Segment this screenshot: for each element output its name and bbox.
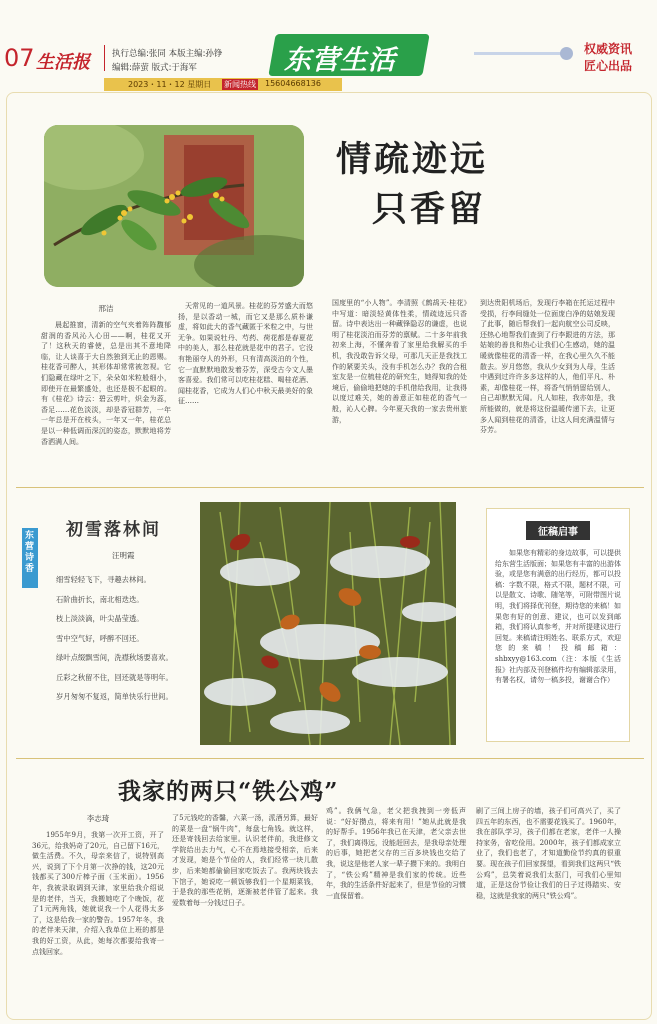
poem-title: 初雪落林间 <box>66 520 161 540</box>
header-arrow-dot <box>560 47 573 60</box>
poem-line: 石阶曲折长，南北相迭迭。 <box>56 594 144 604</box>
article1-title-line1: 情疏迹远 <box>336 139 489 180</box>
article1-title-line2: 只香留 <box>372 189 487 230</box>
notice-title: 征稿启事 <box>526 521 590 540</box>
staff-line-2: 编辑:薛萤 版式:于海军 <box>112 63 197 73</box>
poem-line: 绿叶点缀飘雪间，洗襟秋场要喜欢。 <box>56 653 173 662</box>
article3-title: 我家的两只“铁公鸡” <box>118 778 339 805</box>
page-number: 07 <box>4 44 35 72</box>
issue-date: 2023・11・12 星期日 <box>128 80 212 89</box>
article1-author: 邢洁 <box>98 304 114 313</box>
snow-forest-photo <box>200 502 456 745</box>
slogan-top: 权威资讯 <box>584 42 633 56</box>
article3-col1 <box>32 805 164 1010</box>
article1-col4-text: 到达贵阳机场后，发现行李箱在托运过程中受损，行李间缝处一位面庞白净的姑娘发现了此事，随后帮我们一起向航空公司反映，还热心地帮我们查到了行李跟进的方法，那姑娘的善良和热心让我们心生感动，她的温暖就像桂花的清香一样，在我心里久久不能散去。岁月悠悠，我从少女到为人母，生活中遇到过许许多多这样的人，他们平凡、朴素，却像桂花一样，将香气悄悄留给别人，自己却默默无闻。凡人如桂，我亦如是，我所能做的，就是将这份温暖传递下去，让更多人闻到桂花的清香，让这人间充满温情与芬芳。 <box>480 299 615 435</box>
article3-col2-text: 了5元钱吃的香馨，六菜一汤，派酒另算，最好的菜是一盘“锅牛肉”，每盘七角钱。就这样，还是寄钱回去给家里。认识老伴前，我进修文学院给出去力气，心不在焉地接受相亲，后来才发现，她是个节俭的人，我们经常一块儿散步，后来她都偷偷回家吃饭去了。我两块钱去下馆子，她说吃一顿饭够我们一个星期菜钱，于是我的那些花销，逐渐被老伴管了起来。我爱数着每一分钱过日子。 <box>172 814 318 907</box>
hotline-number: 15604668136 <box>265 79 321 88</box>
poem-line: 丘彩之秋留不住，回还就是等明年。 <box>56 672 173 682</box>
divider-2 <box>16 758 644 759</box>
snow-leaves-illustration <box>200 502 456 745</box>
poem-author: 汪明霞 <box>112 551 135 560</box>
article1-col3-text: 国度里的“小人物”。李清照《鹧鸪天·桂花》中写道：暗淡轻黄体性柔，情疏迹远只香留。诗中表达出一种藏锋隐忍的谦虚，也说明了桂花淡泊而芬芳的禀赋。二十多年前我初来上海，不懂奔看了家里给我解买的手机，我没敢告诉父母，可那几天正是我找工作的紧要关头，没有手机怎么办？我的合租室友是一位梳桂花的研究生，她得知我的处境后，偷偷地把她的手机借给我用，让我得以度过难关，她的善意正如桂花的香气一般，沁人心脾。今年夏天我的一家去贵州旅游， <box>332 299 467 424</box>
poem-line: 枝上淡淡滴，叶尖晶莹透。 <box>56 614 144 623</box>
article1-col1 <box>41 295 171 470</box>
poem-line: 细雪轻轻飞下，寻趣去林间。 <box>56 575 151 584</box>
page-header <box>0 0 657 89</box>
hotline-label: 新闻热线 <box>224 80 256 89</box>
poem-lines <box>56 575 191 712</box>
slogan-bottom: 匠心出品 <box>584 59 633 73</box>
notice-box <box>486 508 630 742</box>
osmanthus-illustration <box>44 125 304 287</box>
article1-col2-text: 天常见的一道风景。桂花的芬芳盛大而悠扬，是以香动一城，而它又是那么质朴谦虚，将如此大的香气藏匿于米粒之中，与世无争。如果说牡丹、芍药、荷花都是春夏花中的美人，那么桂花就是花中的君子。它没有艳丽夺人的外形，只有清高淡泊的个性，它一直默默地散发着芬芳，深受古今文人墨客喜爱。我们常可以吃桂花糕、喝桂花酒、闻桂花香，它成为人们心中秋天最美好的象征…… <box>178 302 313 406</box>
staff-line-1: 执行总编:张同 本版主编:孙铮 <box>112 49 223 59</box>
poem-line: 岁月匆匆不复返，简单快乐行世间。 <box>56 692 173 701</box>
article3-col4-text: 刷了三间上房子的墙，孩子们可高兴了，买了四五年的东西，也不需要花钱买了。1960年，我在部队学习，孩子们都在老家，老伴一人操持家务，省吃俭用。2000年，孩子们都成家立业了，我们也老了，才知道勤俭节约真的很重要。现在孩子们回家探望，看到我们这两只“铁公鸡”，总笑着说我们太抠门，可我们心里知道，正是这份节俭让我们的日子过得踏实、安稳，这就是我家的两只“铁公鸡”。 <box>476 807 621 900</box>
article1-col1-text: 晨起推窗，清新的空气夹着阵阵馥郁甜润的香风沁入心田——啊，桂花又开了！这秋天的睿使，总是出其不意地降临，让人谈喜于大自然独到无止的恩赐。桂花香可醉人，其形体却常常被忽视。它们隐藏在绿叶之下，朵朵如米粒般细小，即使开在最繁盛处，也还是极不起眼的。有《桂花》诗云：碧云剪叶，炽金为蕊，香足……花色淡淡，却是香冠群芳，一年一年总是开在枝头，一年又一年，桂花总是以一种低调而深沉的姿态，默默地将芳香洒满人间。 <box>41 321 171 446</box>
poem-line: 雪中空气好，呼醉不回还。 <box>56 633 144 643</box>
section-title: 东营生活 <box>284 45 396 76</box>
paper-name: 生活报 <box>36 52 90 73</box>
divider-1 <box>16 487 644 488</box>
article3-author: 李志琦 <box>86 814 110 823</box>
osmanthus-photo <box>44 125 304 287</box>
notice-body: 如果您有精彩的身边故事，可以提供给东营生活版面；如果您有丰富的出游体验，或是您有满意的出行经历，都可以投稿：字数不限，格式不限，题材不限，可以是散文、诗歌、随笔等，可附带图片说明，我们将择优刊登，期待您的来稿！如果您有好的创意、建议，也可以发到邮箱，我们将认真参考，并对所提建议进行回复。来稿请注明姓名、联系方式，欢迎您的来稿！投稿邮箱：shbxyy@163.com（注：本版《生活报》社内部及刊登稿件均有编辑部录用，有署名权，请勿一稿多投，谢谢合作） <box>495 549 621 685</box>
article3-col3-text: 鸡”。我俩气急，老父把我拽到一旁低声说：“好好攒点，将来有用！”她从此就是我的好帮手。1956年我已在天津，老父亲去世了，我们离得远，没能赶回去，是我母亲处理的后事，她把老父存的三百多块钱也交给了我，说这是他老人家一辈子攒下来的。我明白了，“铁公鸡”精神是我们家的传统。近些年，我的生活条件好起来了，但是节俭的习惯一直保留着。 <box>326 807 466 900</box>
header-divider <box>104 45 105 71</box>
poem-side-tag-text: 东营诗香 <box>25 531 35 574</box>
header-arrow <box>474 52 564 55</box>
article3-col1-text: 1955年9月，我第一次开工资，开了36元，给我妈奇了20元，自己留下16元，做生活费。不久，母亲来信了，说特别高兴，说到了下个月第一次挣的钱，这20元钱都买了300斤棒子面（玉米面）。1956年，我被录取调到天津，家里给我介绍说是的老伴，当天，我搬她吃了个晚饭，花了1元两角钱，她就说我一个人花得太多了，这是给我一家的警告。1957年冬，我的老伴来天津，介绍入我单位上班的都是我的好工资，从此，她每次都要给我寄一点钱回家。 <box>32 831 164 956</box>
